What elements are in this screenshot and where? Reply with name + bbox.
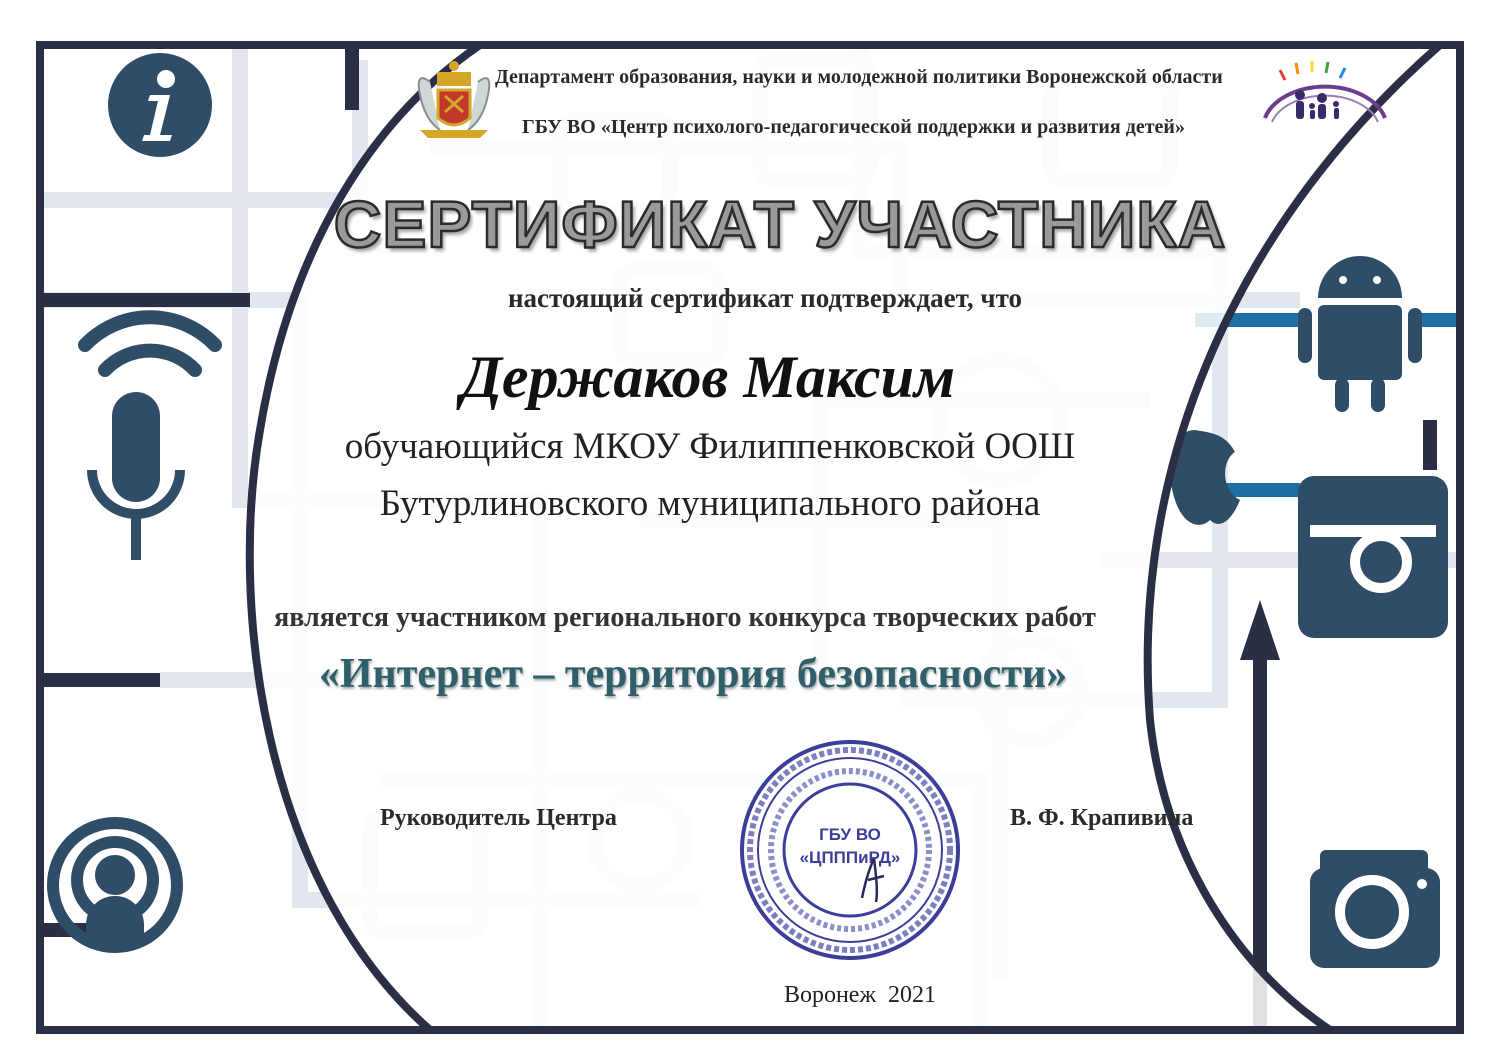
participation-text: является участником регионального конкурса творческих работ	[274, 602, 1096, 633]
district-line: Бутурлиновского муниципального района	[379, 483, 1041, 524]
stamp-text-1: ГБУ ВО	[819, 825, 881, 844]
certificate-title: СЕРТИФИКАТ УЧАСТНИКА	[333, 187, 1227, 261]
contest-name: «Интернет – территория безопасности»	[318, 651, 1068, 697]
signature-person: В. Ф. Крапивина	[1010, 805, 1194, 831]
school-line: обучающийся МКОУ Филиппенковской ООШ	[344, 426, 1076, 467]
participant-name: Держаков Максим	[460, 344, 956, 410]
center-name: ГБУ ВО «Центр психолого-педагогической поддержки и развития детей»	[522, 116, 1185, 138]
confirms-text: настоящий сертификат подтверждает, что	[507, 283, 1023, 313]
stamp-text-2: «ЦПППиРД»	[799, 848, 901, 867]
city-year: Воронеж 2021	[783, 982, 937, 1008]
info-icon	[108, 53, 212, 157]
signature-role: Руководитель Центра	[380, 805, 617, 831]
department-name: Департамент образования, науки и молодежной политики Воронежской области	[495, 66, 1223, 88]
